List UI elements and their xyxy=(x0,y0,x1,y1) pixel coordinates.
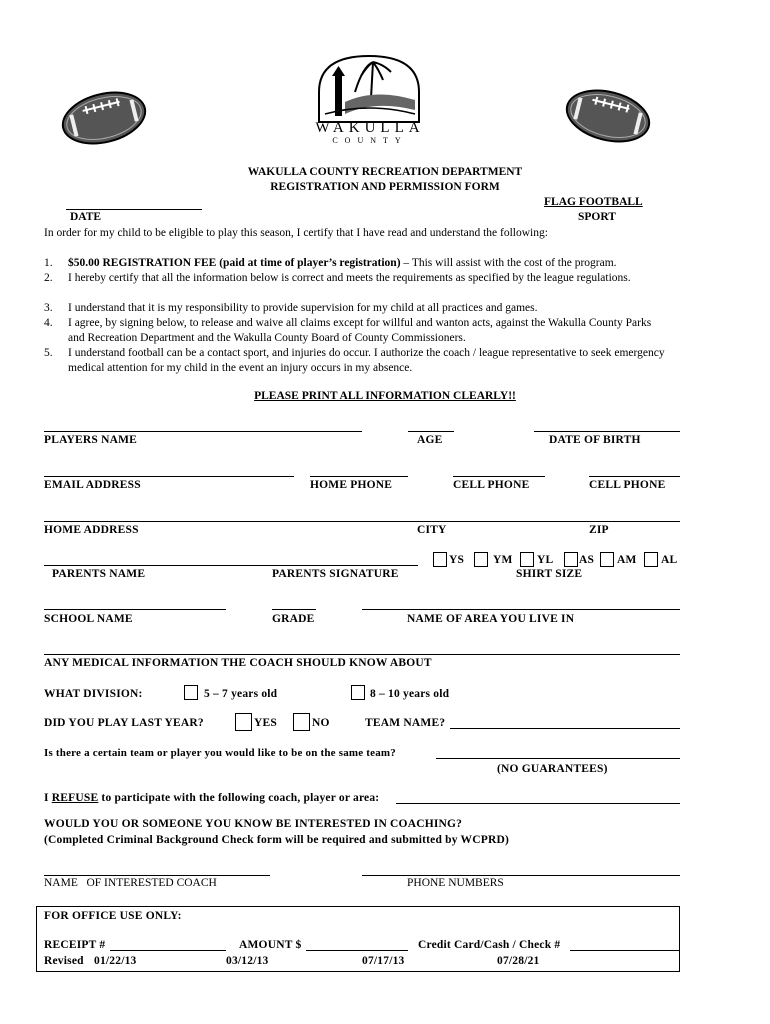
players-name-label: PLAYERS NAME xyxy=(44,434,138,446)
item-text: I understand that it is my responsibility to provide supervision for my child at all practices and games. xyxy=(68,302,538,314)
logo-name: WAKULLA xyxy=(315,120,425,136)
item-number: 5. xyxy=(44,347,53,359)
coach-name-field[interactable] xyxy=(44,875,270,876)
size-yl: YL xyxy=(537,554,554,566)
medical-field[interactable] xyxy=(44,654,680,655)
list-item-5 xyxy=(44,346,674,376)
item-text: – This will assist with the cost of the program. xyxy=(400,257,617,269)
coach-name-label: NAME OF INTERESTED COACH xyxy=(44,877,217,889)
amount-label: AMOUNT $ xyxy=(239,939,302,951)
parents-name-label: PARENTS NAME xyxy=(52,568,146,580)
checkbox-no[interactable] xyxy=(293,713,310,731)
football-icon-left xyxy=(57,85,151,151)
office-title: FOR OFFICE USE ONLY: xyxy=(44,910,182,922)
cell-phone-field-1[interactable] xyxy=(453,476,545,477)
sport-label: SPORT xyxy=(578,211,616,223)
dob-label: DATE OF BIRTH xyxy=(549,434,641,446)
checkbox-ys[interactable] xyxy=(433,552,447,567)
print-clearly-heading: PLEASE PRINT ALL INFORMATION CLEARLY!! xyxy=(254,390,516,402)
size-ys: YS xyxy=(449,554,465,566)
school-label: SCHOOL NAME xyxy=(44,613,133,625)
date-line[interactable] xyxy=(66,209,202,210)
refuse-post: to participate with the following coach, player or area: xyxy=(98,792,380,804)
parents-field[interactable] xyxy=(44,565,418,566)
grade-field[interactable] xyxy=(272,609,316,610)
school-field[interactable] xyxy=(44,609,226,610)
same-team-label: Is there a certain team or player you would like to be on the same team? xyxy=(44,747,396,759)
checkbox-division-5-7[interactable] xyxy=(184,685,198,700)
email-label: EMAIL ADDRESS xyxy=(44,479,141,491)
email-field[interactable] xyxy=(44,476,294,477)
list-item-4 xyxy=(44,316,654,346)
cell-phone-field-2[interactable] xyxy=(589,476,680,477)
checkbox-ym[interactable] xyxy=(474,552,488,567)
division-option-1: 5 – 7 years old xyxy=(204,688,278,700)
last-year-label: DID YOU PLAY LAST YEAR? xyxy=(44,717,204,729)
receipt-field[interactable] xyxy=(110,950,226,951)
city-label: CITY xyxy=(417,524,447,536)
area-label: NAME OF AREA YOU LIVE IN xyxy=(407,613,575,625)
size-ym: YM xyxy=(493,554,513,566)
home-address-field[interactable] xyxy=(44,521,680,522)
phone-numbers-field[interactable] xyxy=(362,875,680,876)
same-team-field[interactable] xyxy=(436,758,680,759)
checkbox-yl[interactable] xyxy=(520,552,534,567)
revised-label: Revised xyxy=(44,955,84,967)
no-label: NO xyxy=(312,717,330,729)
zip-label: ZIP xyxy=(589,524,609,536)
team-name-label: TEAM NAME? xyxy=(365,717,446,729)
players-name-field[interactable] xyxy=(44,431,362,432)
football-icon-right xyxy=(561,83,655,149)
coaching-question: WOULD YOU OR SOMEONE YOU KNOW BE INTERESTED IN COACHING? xyxy=(44,818,463,830)
size-am: AM xyxy=(617,554,637,566)
refuse-word: REFUSE xyxy=(51,792,99,804)
item-text: I understand football can be a contact sport, and injuries do occur. I authorize the coach / league representative to seek emergency medical attention for my child in the event an injury occurs in my absence. xyxy=(68,347,665,374)
checkbox-division-8-10[interactable] xyxy=(351,685,365,700)
parents-signature-label: PARENTS SIGNATURE xyxy=(272,568,399,580)
team-name-field[interactable] xyxy=(450,728,680,729)
date-label: DATE xyxy=(70,211,102,223)
amount-field[interactable] xyxy=(306,950,408,951)
item-number: 4. xyxy=(44,317,53,329)
list-item-1 xyxy=(44,256,684,271)
phone-numbers-label: PHONE NUMBERS xyxy=(407,877,504,889)
list-item-2 xyxy=(44,271,644,286)
division-option-2: 8 – 10 years old xyxy=(370,688,450,700)
list-item-3 xyxy=(44,301,684,316)
area-field[interactable] xyxy=(362,609,680,610)
logo-county: COUNTY xyxy=(332,136,408,145)
intro-text: In order for my child to be eligible to play this season, I certify that I have read and understand the following: xyxy=(44,227,548,239)
refuse-field[interactable] xyxy=(396,803,680,804)
coaching-note: (Completed Criminal Background Check form will be required and submitted by WCPRD) xyxy=(44,834,510,846)
medical-label: ANY MEDICAL INFORMATION THE COACH SHOULD KNOW ABOUT xyxy=(44,657,432,669)
size-as: AS xyxy=(579,554,595,566)
checkbox-as[interactable] xyxy=(564,552,578,567)
size-al: AL xyxy=(661,554,678,566)
item-number: 1. xyxy=(44,257,53,269)
home-phone-field[interactable] xyxy=(310,476,408,477)
sport-value: FLAG FOOTBALL xyxy=(544,196,643,208)
header-line2: REGISTRATION AND PERMISSION FORM xyxy=(270,181,500,193)
county-logo-icon xyxy=(305,52,433,124)
cell-phone-label-1: CELL PHONE xyxy=(453,479,530,491)
home-address-label: HOME ADDRESS xyxy=(44,524,139,536)
item-text: I agree, by signing below, to release and waive all claims except for willful and wanton acts, against the Wakulla County Parks and Recreation Department and the Wakulla County Board of County Commissioners. xyxy=(68,317,652,344)
dob-field[interactable] xyxy=(534,431,680,432)
checkbox-yes[interactable] xyxy=(235,713,252,731)
home-phone-label: HOME PHONE xyxy=(310,479,393,491)
revised-date-4: 07/28/21 xyxy=(497,955,540,967)
payment-field[interactable] xyxy=(570,950,680,951)
shirt-size-label: SHIRT SIZE xyxy=(516,568,583,580)
division-label: WHAT DIVISION: xyxy=(44,688,143,700)
grade-label: GRADE xyxy=(272,613,315,625)
yes-label: YES xyxy=(254,717,277,729)
age-field[interactable] xyxy=(408,431,454,432)
age-label: AGE xyxy=(417,434,443,446)
revised-date-1: 01/22/13 xyxy=(94,955,137,967)
item-text: I hereby certify that all the information below is correct and meets the requirements as specified by the league regulations. xyxy=(68,272,631,284)
refuse-label xyxy=(44,792,379,804)
revised-date-3: 07/17/13 xyxy=(362,955,405,967)
no-guarantees-note: (NO GUARANTEES) xyxy=(497,763,608,775)
header-line1: WAKULLA COUNTY RECREATION DEPARTMENT xyxy=(247,166,523,178)
receipt-label: RECEIPT # xyxy=(44,939,106,951)
checkbox-al[interactable] xyxy=(644,552,658,567)
revised-date-2: 03/12/13 xyxy=(226,955,269,967)
fee-text: $50.00 REGISTRATION FEE (paid at time of player’s registration) xyxy=(68,257,401,269)
item-number: 2. xyxy=(44,272,53,284)
item-number: 3. xyxy=(44,302,53,314)
refuse-pre: I xyxy=(44,792,52,804)
cell-phone-label-2: CELL PHONE xyxy=(589,479,666,491)
payment-label: Credit Card/Cash / Check # xyxy=(418,939,561,951)
checkbox-am[interactable] xyxy=(600,552,614,567)
